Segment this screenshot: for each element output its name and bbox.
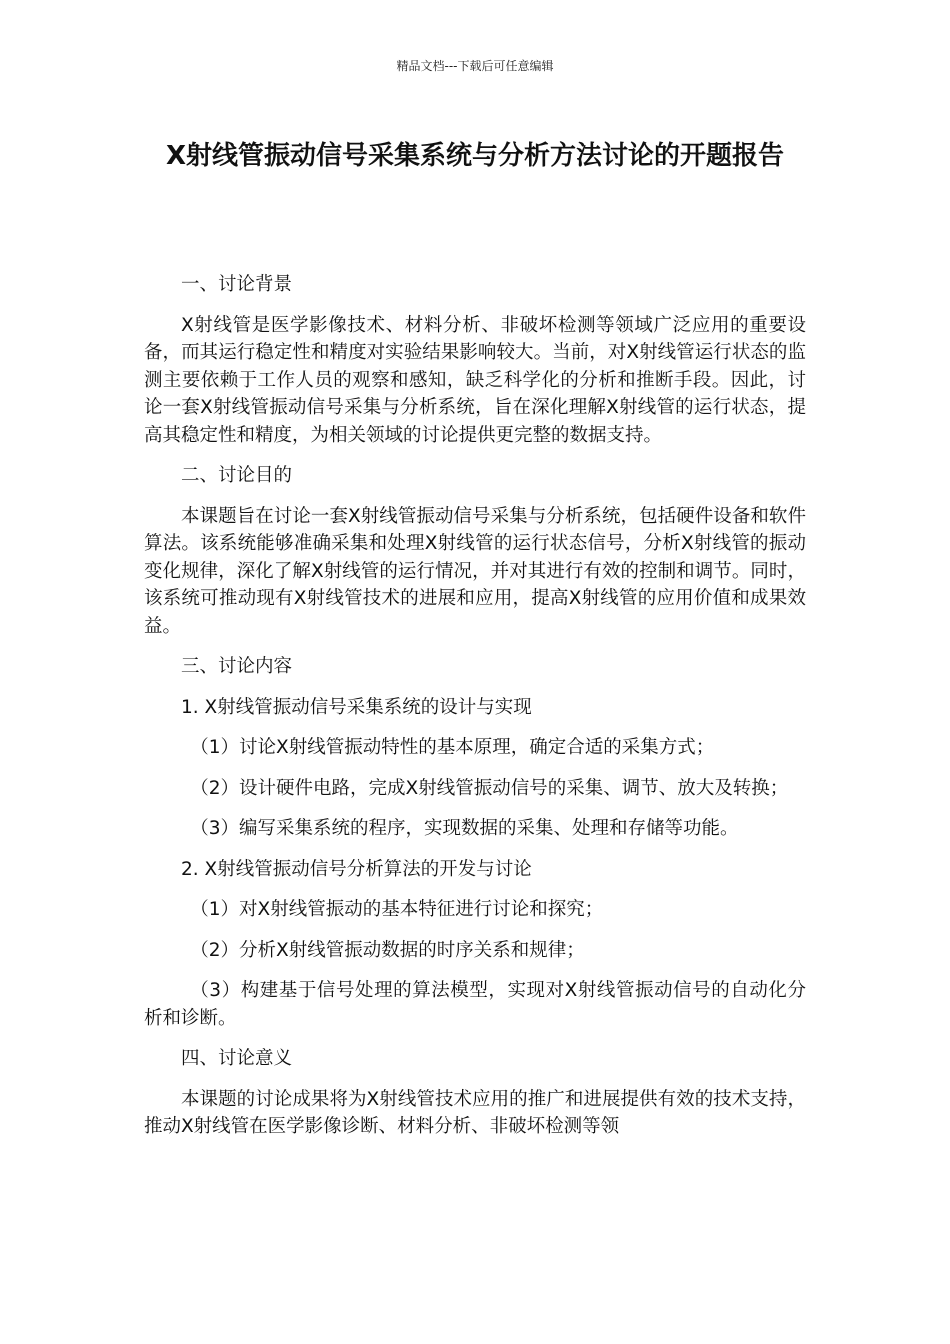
- content-item-1-sub-1: （1）讨论X射线管振动特性的基本原理，确定合适的采集方式；: [190, 737, 715, 758]
- section-heading-content: 三、讨论内容: [181, 656, 293, 677]
- content-item-1-sub-3: （3）编写采集系统的程序，实现数据的采集、处理和存储等功能。: [190, 818, 739, 839]
- document-body: [144, 271, 806, 1141]
- content-item-2-title: 2. X射线管振动信号分析算法的开发与讨论: [181, 858, 532, 880]
- paragraph-background: X射线管是医学影像技术、材料分析、非破坏检测等领域广泛应用的重要设备，而其运行稳定性和精度对实验结果影响较大。当前，对X射线管运行状态的监测主要依赖于工作人员的观察和感知，缺乏科学化的分析和推断手段。因此，讨论一套X射线管振动信号采集与分析系统，旨在深化理解X射线管的运行状态，提高其稳定性和精度，为相关领域的讨论提供更完整的数据支持。: [144, 314, 806, 446]
- page-header-note: 精品文档---下载后可任意编辑: [396, 59, 554, 73]
- section-heading-purpose: 二、讨论目的: [181, 465, 293, 486]
- content-item-1-sub-2: （2）设计硬件电路，完成X射线管振动信号的采集、调节、放大及转换；: [190, 777, 789, 799]
- content-item-2-sub-1: （1）对X射线管振动的基本特征进行讨论和探究；: [190, 899, 604, 920]
- content-item-2-sub-3: （3）构建基于信号处理的算法模型，实现对X射线管振动信号的自动化分析和诊断。: [144, 980, 806, 1029]
- content-item-2-sub-2: （2）分析X射线管振动数据的时序关系和规律；: [190, 939, 585, 961]
- document-title: X射线管振动信号采集系统与分析方法讨论的开题报告: [165, 141, 785, 171]
- section-heading-significance: 四、讨论意义: [181, 1048, 293, 1069]
- section-heading-background: 一、讨论背景: [181, 274, 293, 295]
- content-item-1-title: 1. X射线管振动信号采集系统的设计与实现: [181, 696, 532, 718]
- paragraph-purpose: 本课题旨在讨论一套X射线管振动信号采集与分析系统，包括硬件设备和软件算法。该系统能够准确采集和处理X射线管的运行状态信号，分析X射线管的振动变化规律，深化了解X射线管的运行情况，并对其进行有效的控制和调节。同时，该系统可推动现有X射线管技术的进展和应用，提高X射线管的应用价值和成果效益。: [144, 505, 806, 637]
- paragraph-significance: 本课题的讨论成果将为X射线管技术应用的推广和进展提供有效的技术支持，推动X射线管在医学影像诊断、材料分析、非破坏检测等领: [144, 1088, 806, 1137]
